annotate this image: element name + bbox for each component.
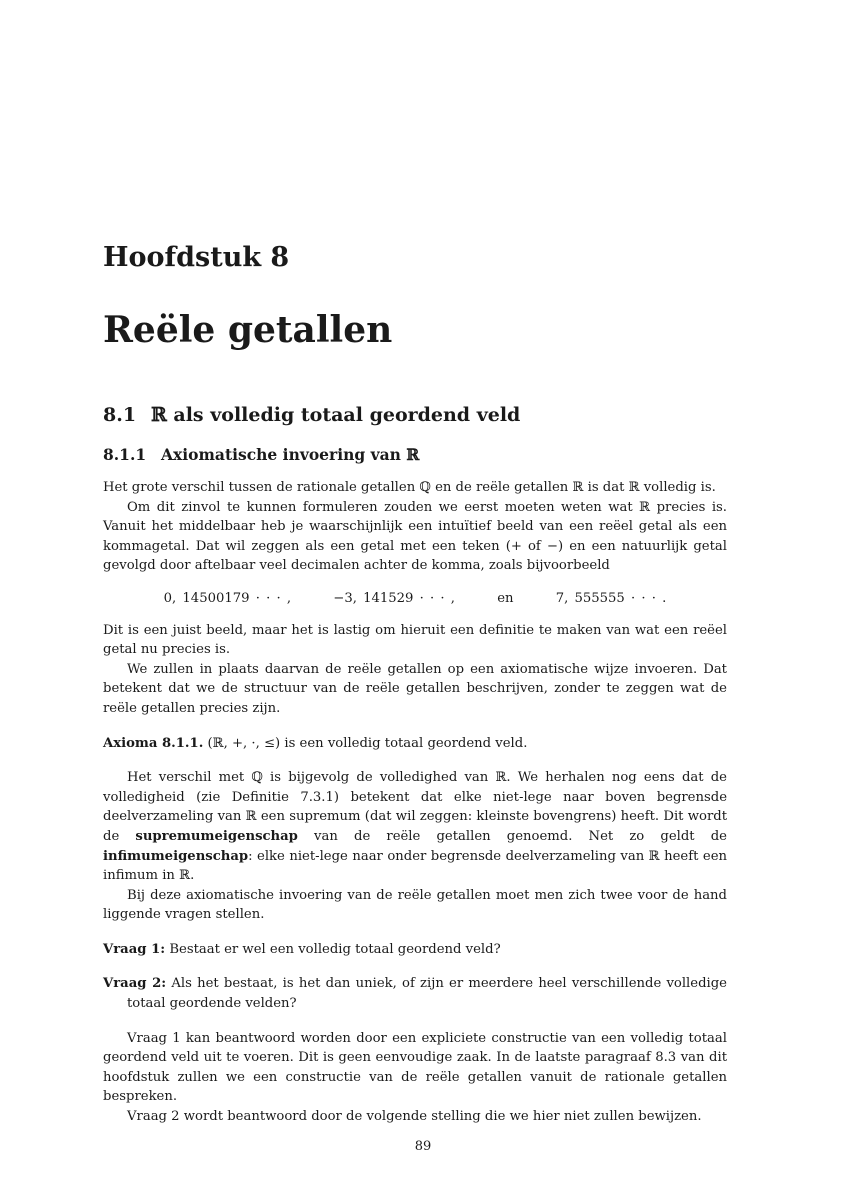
section-number: 8.1 [103, 404, 137, 426]
paragraph-5 [103, 768, 727, 886]
paragraph-6: Bij deze axiomatische invoering van de reële getallen moet men zich twee voor de hand liggende vragen stellen. [103, 887, 727, 923]
chapter-label: Hoofdstuk 8 [103, 242, 290, 273]
body-text [103, 478, 727, 1127]
paragraph-5-part-c: van de reële getallen genoemd. Net zo geldt de [297, 828, 727, 844]
paragraph-5-part-e: : elke niet-lege naar onder begrensde deelverzameling van ℝ heeft een infimum in ℝ. [103, 848, 727, 884]
paragraph-2: Om dit zinvol te kunnen formuleren zouden we eerst moeten weten wat ℝ precies is. Vanuit het middelbaar heb je waarschijnlijk een intuïtief beeld van een reëel getal als een kommagetal. Dat wil zeggen als een getal met een teken (+ of −) en een natuurlijk getal gevolgd door aftelbaar veel decimalen achter de komma, zoals bijvoorbeeld [103, 499, 727, 574]
paragraph-3: Dit is een juist beeld, maar het is lastig om hieruit een definitie te maken van wat een reëel getal nu precies is. [103, 622, 727, 658]
chapter-title: Reële getallen [103, 309, 393, 351]
question-1 [103, 940, 727, 960]
axiom [103, 734, 727, 754]
paragraph-1: Het grote verschil tussen de rationale getallen ℚ en de reële getallen ℝ is dat ℝ volledig is. [103, 480, 716, 495]
paragraph-7: Vraag 1 kan beantwoord worden door een expliciete constructie van een volledig totaal geordend veld uit te voeren. Dit is geen eenvoudige zaak. In de laatste paragraaf 8.3 van dit hoofdstuk zullen we een constructie van de reële getallen vanuit de rationale getallen bespreken. [103, 1030, 727, 1105]
term-supremumeigenschap: supremumeigenschap [135, 828, 298, 844]
display-connector: en [497, 590, 514, 606]
question-1-text: Bestaat er wel een volledig totaal geordend veld? [165, 941, 501, 957]
paragraph-4: We zullen in plaats daarvan de reële getallen op een axiomatische wijze invoeren. Dat betekent dat we de structuur van de reële getallen beschrijven, zonder te zeggen wat de reële getallen precies zijn. [103, 661, 727, 716]
paragraph-8: Vraag 2 wordt beantwoord door de volgende stelling die we hier niet zullen bewijzen. [127, 1109, 702, 1125]
question-2-label: Vraag 2: [103, 976, 167, 992]
section-heading [103, 404, 520, 426]
example-number-3: 7, 555555 · · · . [555, 590, 667, 606]
paragraph-5-part-a: Het verschil met ℚ is bijgevolg de volledighed van ℝ. We herhalen nog eens dat de volledigheid (zie Definitie 7.3.1) betekent dat elke niet-lege naar boven begrensde deelverzameling van ℝ een supremum (dat wil zeggen: kleinste bovengrens) heeft. Dit wordt de [103, 770, 727, 844]
axiom-label: Axioma 8.1.1. [103, 735, 204, 751]
axiom-text: (ℝ, +, ·, ≤) is een volledig totaal geordend veld. [203, 735, 528, 751]
subsection-heading [103, 445, 419, 464]
example-number-1: 0, 14500179 · · · , [163, 590, 292, 606]
term-infimumeigenschap: infimumeigenschap [103, 848, 249, 864]
question-2 [103, 974, 727, 1013]
example-number-2: −3, 141529 · · · , [333, 590, 455, 606]
subsection-title: Axiomatische invoering van ℝ [161, 445, 420, 464]
subsection-number: 8.1.1 [103, 445, 147, 464]
page-number: 89 [414, 1139, 432, 1154]
question-2-text: Als het bestaat, is het dan uniek, of zijn er meerdere heel verschillende volledige totaal geordende velden? [127, 976, 727, 1012]
section-title: ℝ als volledig totaal geordend veld [151, 404, 521, 426]
display-equation [103, 589, 727, 609]
question-1-label: Vraag 1: [103, 941, 166, 957]
